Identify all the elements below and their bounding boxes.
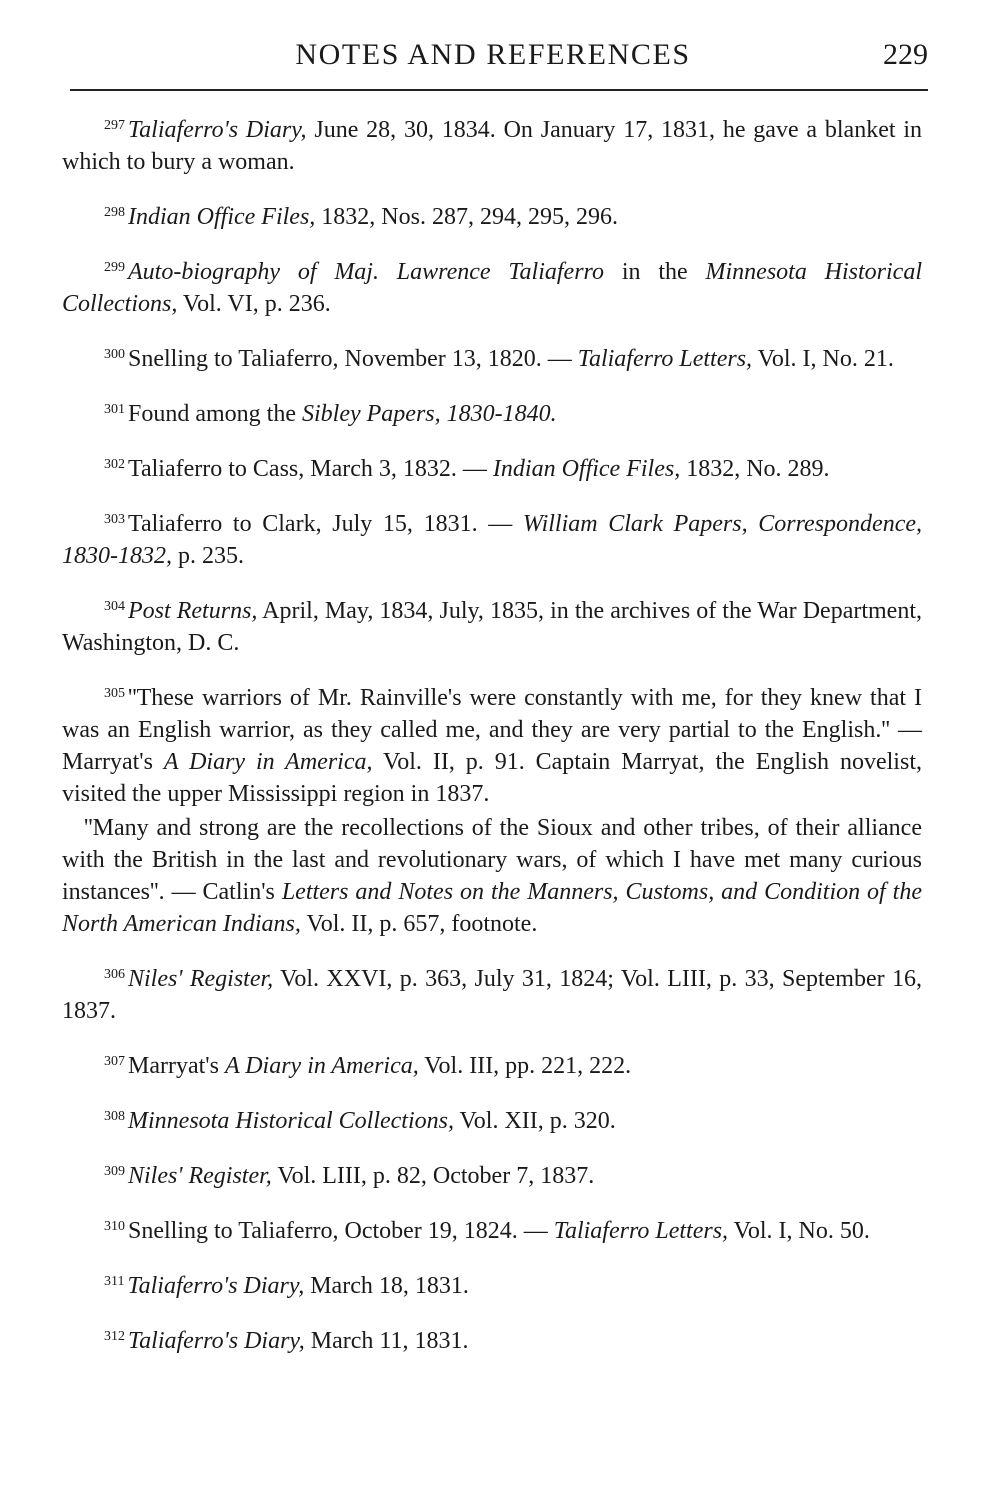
note-text: Taliaferro to Clark, July 15, 1831. —	[128, 511, 523, 537]
note-text: Vol. XII, p. 320.	[453, 1108, 616, 1134]
note-text: April, May, 1834, July, 1835, in the archives of the War Department, Washington, D. C.	[62, 598, 923, 656]
footnote-number: 305	[104, 686, 125, 701]
header-rule	[70, 89, 928, 91]
note-italic-text: Indian Office Files,	[492, 456, 681, 482]
note-italic-text: Indian Office Files,	[128, 204, 316, 230]
footnote-number: 312	[104, 1329, 125, 1344]
footnote-308	[62, 1101, 922, 1137]
footnote-number: 304	[104, 599, 125, 614]
footnote-number: 311	[104, 1274, 125, 1289]
note-text: Snelling to Taliaferro, October 19, 1824. —	[128, 1218, 554, 1244]
note-text: Snelling to Taliaferro, November 13, 1820. —	[128, 346, 578, 372]
footnote-number: 298	[104, 205, 125, 220]
footnote-number: 300	[104, 347, 125, 362]
footnote-307	[62, 1046, 922, 1082]
note-text: 1832, Nos. 287, 294, 295, 296.	[315, 204, 618, 230]
note-text: Marryat's	[128, 1053, 225, 1079]
note-text: Vol. LIII, p. 82, October 7, 1837.	[271, 1163, 595, 1189]
note-italic-text: Minnesota Historical Collections,	[62, 259, 922, 317]
footnote-number: 308	[104, 1109, 125, 1124]
footnote-number: 309	[104, 1164, 125, 1179]
note-italic-text: Taliaferro's Diary,	[128, 1328, 305, 1354]
footnote-number: 306	[104, 967, 125, 982]
note-italic-text: Niles' Register,	[128, 966, 274, 992]
footnote-305	[62, 678, 922, 940]
footnote-301	[62, 394, 922, 430]
footnote-306	[62, 959, 922, 1027]
note-text: Taliaferro to Cass, March 3, 1832. —	[128, 456, 493, 482]
note-italic-text: William Clark Papers, Correspondence, 1830-1832,	[62, 511, 923, 569]
footnote-299	[62, 252, 922, 320]
footnote-309	[62, 1156, 922, 1192]
note-text: March 11, 1831.	[304, 1328, 469, 1354]
footnote-continuation	[62, 812, 922, 940]
footnote-302	[62, 449, 922, 485]
note-text: ''These warriors of Mr. Rainville's were constantly with me, for they knew that I was an English warrior, as they called me, and they are very partial to the English.'' — Marryat's	[62, 685, 922, 775]
footnote-312	[62, 1321, 922, 1357]
footnote-number: 297	[104, 118, 125, 133]
note-text: March 18, 1831.	[304, 1273, 469, 1299]
page-header	[58, 34, 928, 82]
note-italic-text: Taliaferro's Diary,	[127, 1273, 305, 1299]
note-italic-text: Sibley Papers, 1830-1840.	[302, 401, 557, 427]
running-title: NOTES AND REFERENCES	[295, 38, 691, 71]
footnote-298	[62, 197, 922, 233]
footnote-number: 307	[104, 1054, 125, 1069]
note-text: Vol. VI, p. 236.	[177, 291, 331, 317]
note-text: p. 235.	[172, 543, 244, 569]
footnote-number: 302	[104, 457, 125, 472]
note-italic-text: Minnesota Historical Collections,	[128, 1108, 454, 1134]
note-text: Found among the	[128, 401, 302, 427]
footnote-303	[62, 504, 922, 572]
note-italic-text: Auto-biography of Maj. Lawrence Taliaferro	[128, 259, 604, 285]
note-text: ''Many and strong are the recollections of the Sioux and other tribes, of their alliance with the British in the last and revolutionary wars, of which I have met many curious instances''. — Catlin's	[62, 815, 922, 905]
note-italic-text: Letters and Notes on the Manners, Customs, and Condition of the North American Indians,	[62, 879, 922, 937]
note-text: Vol. XXVI, p. 363, July 31, 1824; Vol. LIII, p. 33, September 16, 1837.	[62, 966, 922, 1024]
notes-list	[62, 110, 922, 1376]
note-italic-text: Post Returns,	[128, 598, 258, 624]
footnote-number: 299	[104, 260, 125, 275]
page-number: 229	[883, 38, 928, 71]
footnote-297	[62, 110, 922, 178]
note-text: Vol. II, p. 657, footnote.	[300, 911, 538, 937]
note-text: in the	[604, 259, 706, 285]
footnote-number: 301	[104, 402, 125, 417]
note-italic-text: Taliaferro's Diary,	[128, 117, 307, 143]
footnote-number: 303	[104, 512, 125, 527]
footnote-311	[62, 1266, 922, 1302]
note-italic-text: Niles' Register,	[128, 1163, 272, 1189]
note-italic-text: A Diary in America,	[224, 1053, 419, 1079]
note-italic-text: Taliaferro Letters,	[577, 346, 753, 372]
footnote-number: 310	[104, 1219, 125, 1234]
footnote-304	[62, 591, 922, 659]
note-text: Vol. II, p. 91. Captain Marryat, the English novelist, visited the upper Mississippi region in 1837.	[62, 749, 922, 807]
note-text: Vol. I, No. 21.	[752, 346, 894, 372]
note-text: Vol. III, pp. 221, 222.	[418, 1053, 632, 1079]
footnote-300	[62, 339, 922, 375]
note-italic-text: A Diary in America,	[163, 749, 373, 775]
note-text: Vol. I, No. 50.	[728, 1218, 870, 1244]
footnote-310	[62, 1211, 922, 1247]
note-text: 1832, No. 289.	[680, 456, 830, 482]
note-text: June 28, 30, 1834. On January 17, 1831, he gave a blanket in which to bury a woman.	[62, 117, 922, 175]
note-italic-text: Taliaferro Letters,	[553, 1218, 729, 1244]
